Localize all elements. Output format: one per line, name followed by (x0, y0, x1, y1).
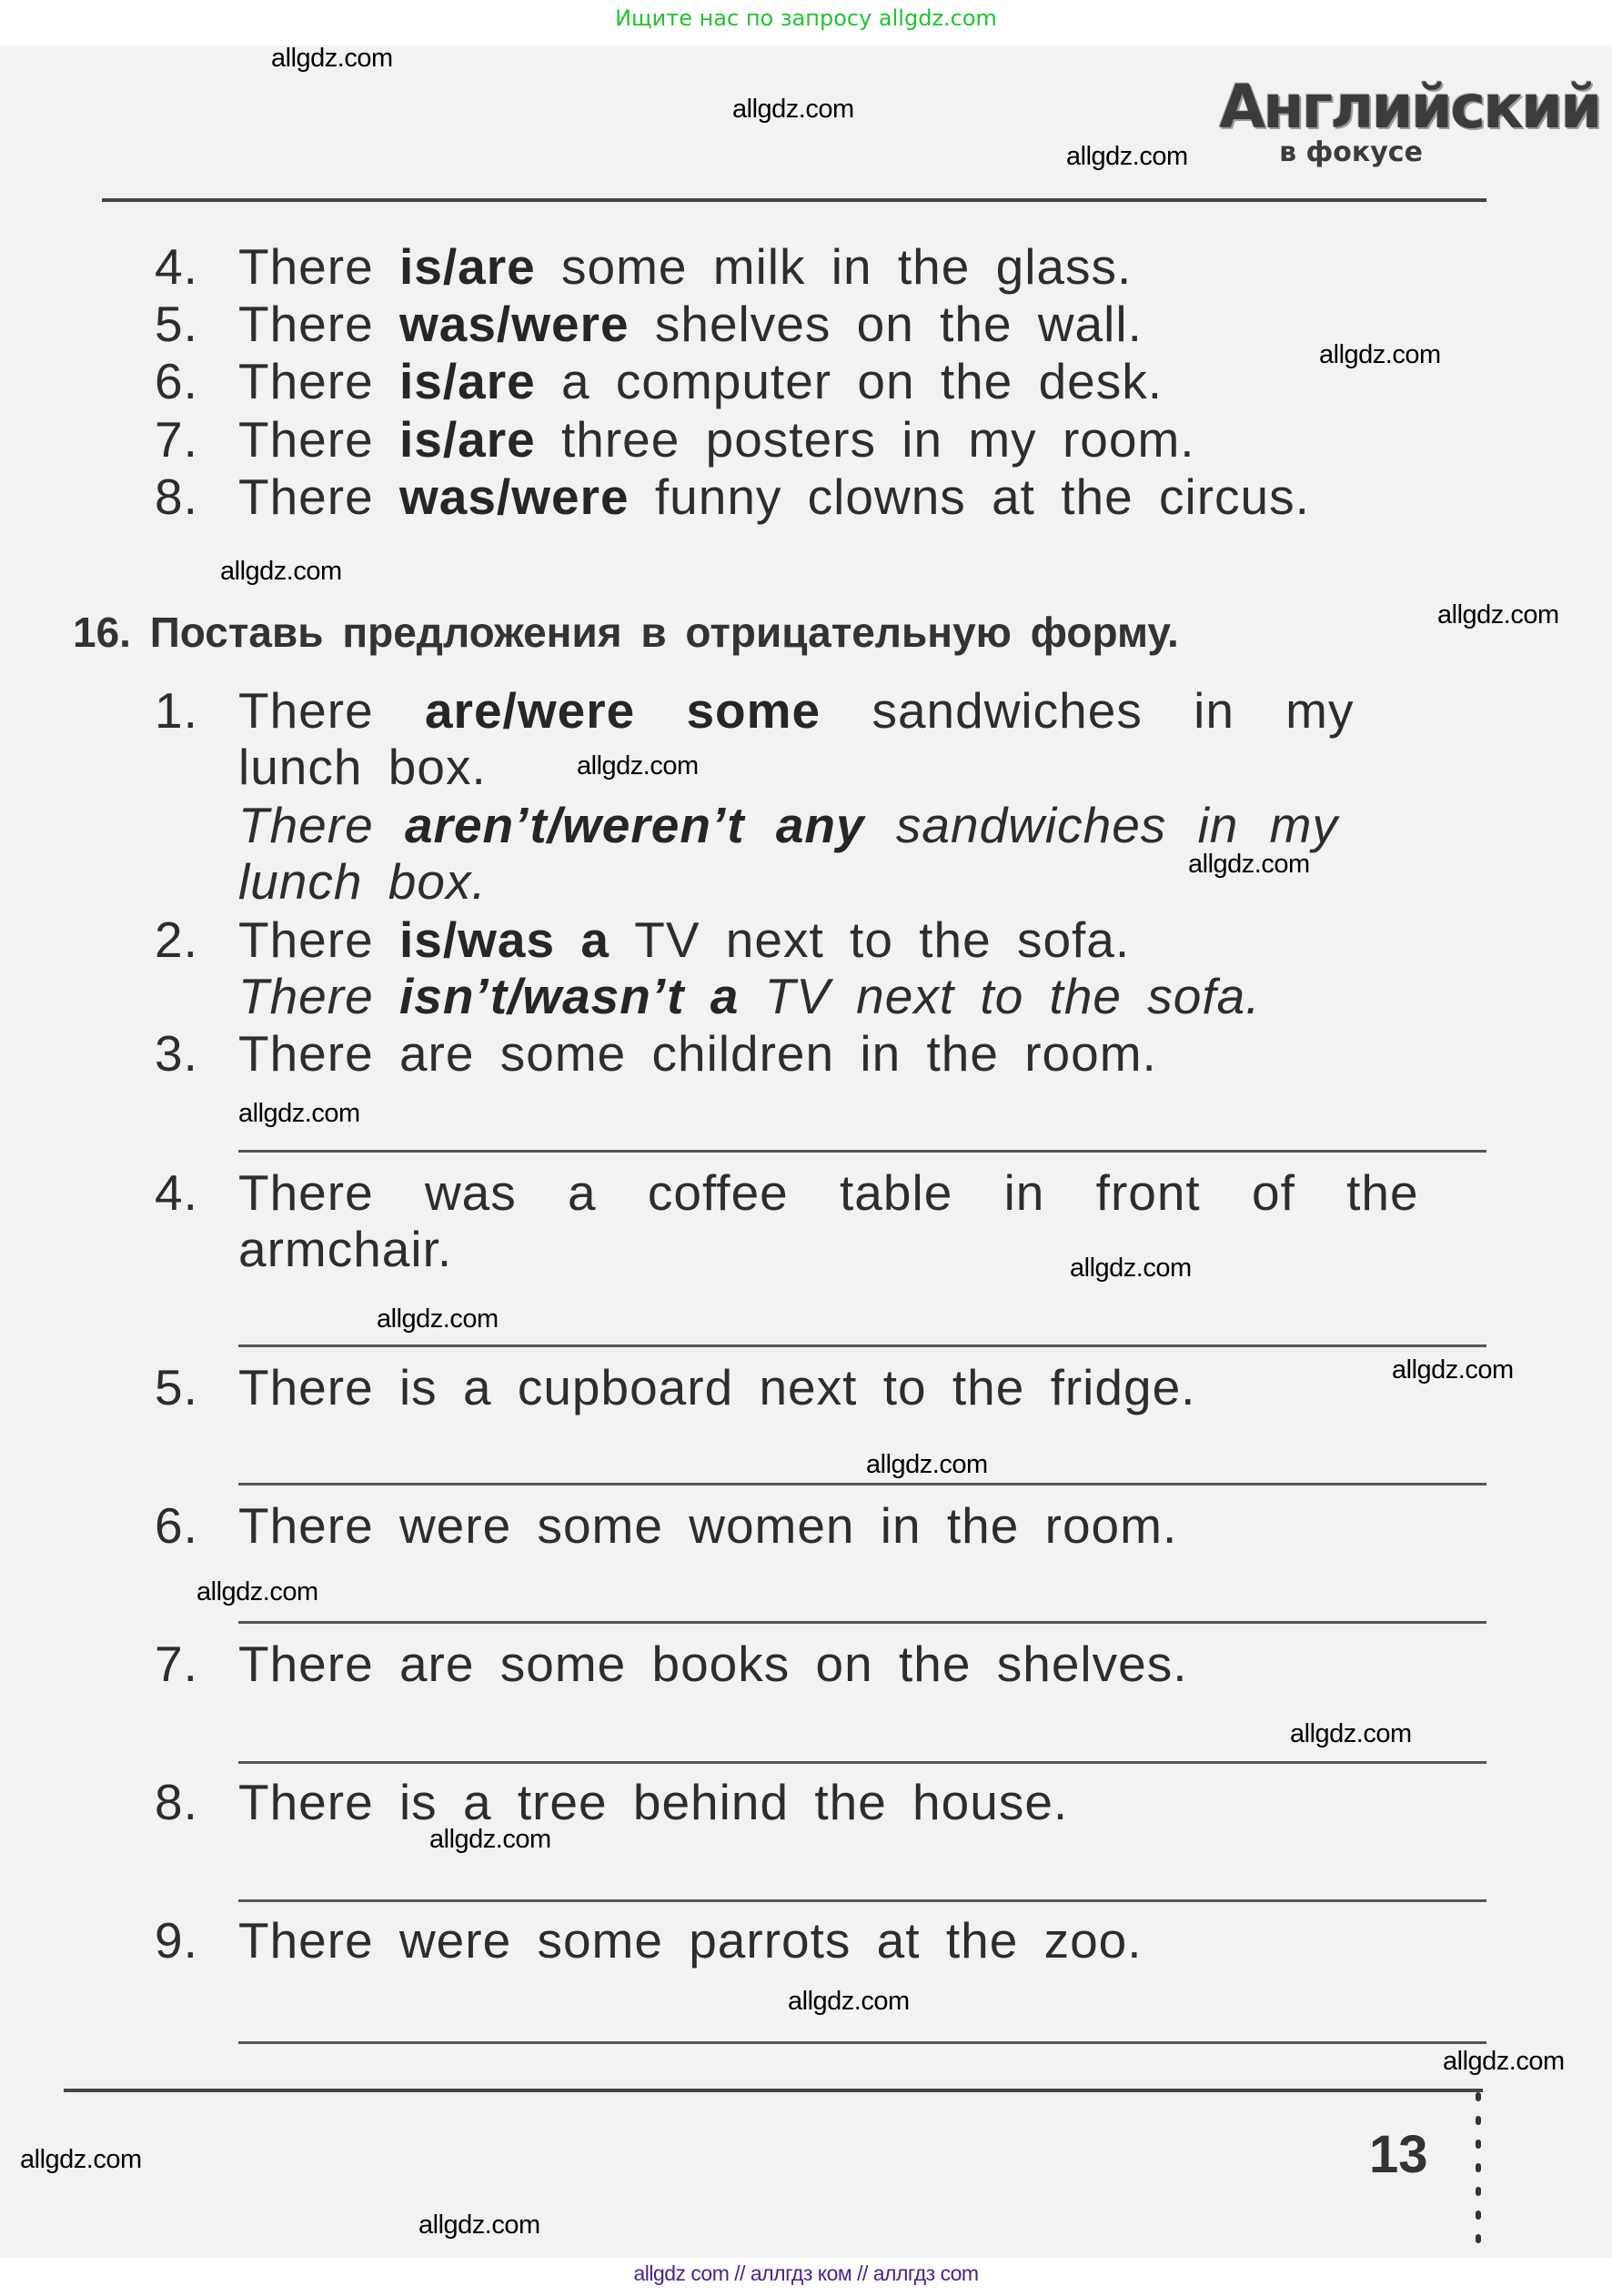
answer-line[interactable] (238, 1761, 1486, 1764)
watermark: allgdz.com (196, 1577, 318, 1606)
bottom-rule (64, 2089, 1483, 2092)
example-1-cont: lunch box. (238, 739, 487, 795)
footer-banner (0, 2258, 1612, 2296)
logo (1219, 72, 1600, 168)
watermark: allgdz.com (1392, 1355, 1514, 1385)
watermark: allgdz.com (1290, 1719, 1412, 1748)
answer-line[interactable] (238, 1899, 1486, 1902)
watermark: allgdz.com (377, 1304, 499, 1334)
exercise-item: 6. There is/are a computer on the desk. (155, 353, 1164, 409)
page-number: 13 (1369, 2125, 1428, 2184)
watermark: allgdz.com (732, 95, 854, 124)
logo-subtitle: в фокусе (1279, 136, 1423, 168)
watermark: allgdz.com (1443, 2047, 1565, 2076)
watermark: allgdz.com (220, 557, 342, 586)
task-item: 9. There were some parrots at the zoo. (155, 1912, 1143, 1969)
watermark: allgdz.com (1070, 1254, 1192, 1283)
task-item: 3. There are some children in the room. (155, 1025, 1157, 1082)
watermark: allgdz.com (1319, 340, 1441, 369)
task-item: 6. There were some women in the room. (155, 1497, 1178, 1554)
watermark: allgdz.com (1066, 142, 1188, 171)
banner-text[interactable]: Ищите нас по запросу allgdz.com (615, 5, 997, 31)
exercise-item: 5. There was/were shelves on the wall. (155, 296, 1143, 352)
watermark: allgdz.com (577, 751, 699, 780)
task-item: 5. There is a cupboard next to the fridge. (155, 1359, 1196, 1415)
example-1: 1. There are/were some sandwiches in my (155, 682, 1355, 739)
watermark: allgdz.com (1437, 600, 1559, 629)
watermark: allgdz.com (1188, 850, 1310, 879)
answer-line[interactable] (238, 1621, 1486, 1624)
answer-line[interactable] (238, 1344, 1486, 1347)
logo-title: Английский (1219, 72, 1600, 142)
exercise-item: 8. There was/were funny clowns at the circus. (155, 468, 1310, 525)
exercise-item: 4. There is/are some milk in the glass. (155, 238, 1133, 295)
example-1-answer-cont: lunch box. (238, 853, 487, 910)
top-rule (102, 198, 1486, 202)
exercise-item: 7. There is/are three posters in my room. (155, 411, 1195, 468)
task-item: 7. There are some books on the shelves. (155, 1636, 1188, 1692)
answer-line[interactable] (238, 1483, 1486, 1485)
watermark: allgdz.com (429, 1825, 551, 1854)
answer-line[interactable] (238, 2041, 1486, 2044)
watermark: allgdz.com (20, 2145, 142, 2174)
task-item: 4. There was a coffee table in front of the (155, 1164, 1419, 1221)
task-item-cont: armchair. (238, 1221, 453, 1277)
watermark: allgdz.com (788, 1987, 910, 2016)
watermark: allgdz.com (418, 2210, 540, 2240)
exercise-heading: 16. Поставь предложения в отрицательную форму. (73, 609, 1179, 656)
task-item: 8. There is a tree behind the house. (155, 1774, 1069, 1830)
footer-text[interactable]: allgdz com // аллгдз ком // аллгдз com (633, 2261, 979, 2285)
answer-line[interactable] (238, 1150, 1486, 1153)
example-2-answer: There isn’t/wasn’t a TV next to the sofa. (238, 968, 1261, 1024)
dotted-edge (1476, 2092, 1481, 2247)
watermark: allgdz.com (271, 44, 393, 73)
top-banner (0, 0, 1612, 45)
watermark: allgdz.com (238, 1099, 360, 1128)
example-2: 2. There is/was a TV next to the sofa. (155, 911, 1131, 968)
example-1-answer: There aren’t/weren’t any sandwiches in my (238, 797, 1338, 853)
watermark: allgdz.com (866, 1450, 988, 1479)
